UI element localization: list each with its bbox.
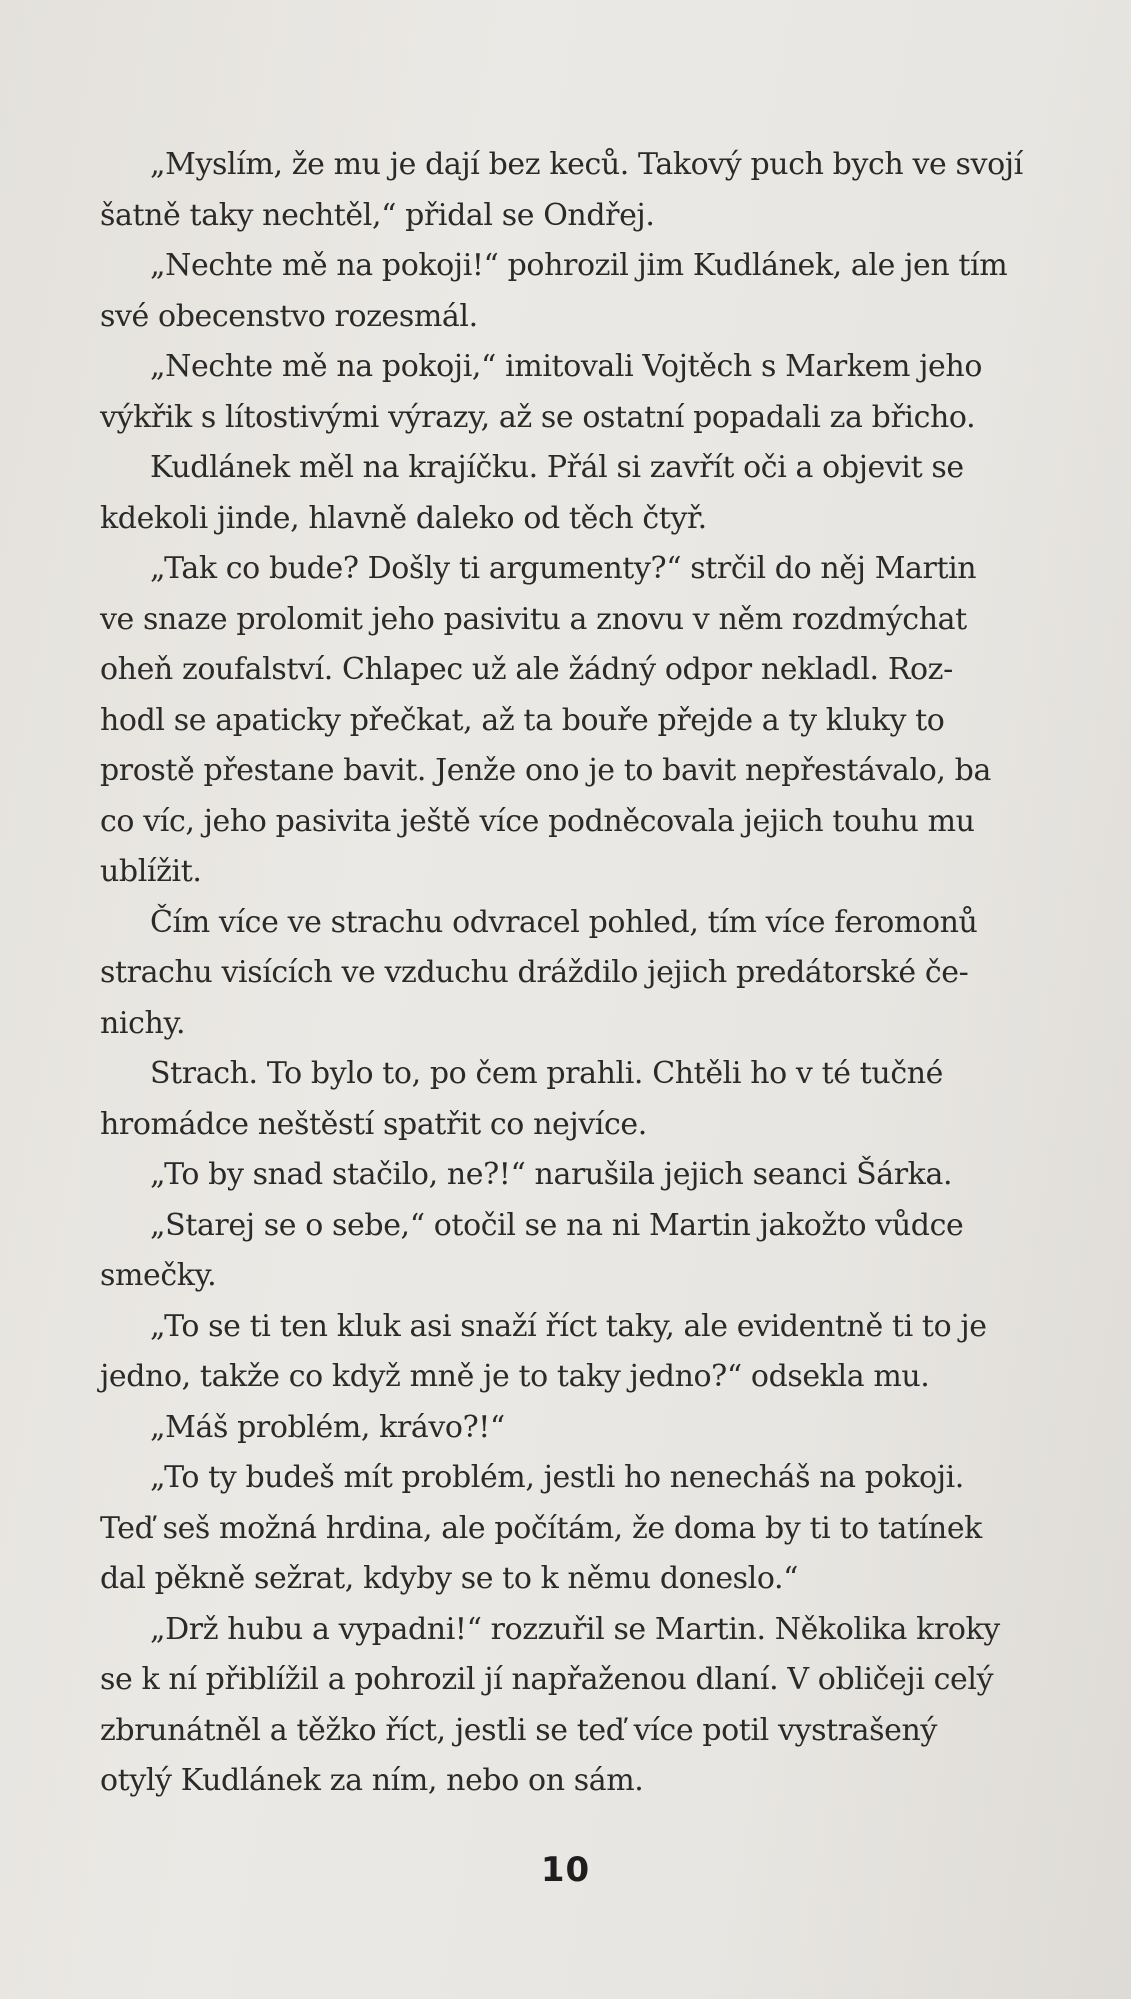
page-number: 10	[540, 1850, 591, 1890]
text-line: Kudlánek měl na krajíčku. Přál si zavřít oči a objevit se	[150, 450, 964, 485]
text-line: Čím více ve strachu odvracel pohled, tím více feromonů	[150, 904, 978, 940]
text-line: otylý Kudlánek za ním, nebo on sám.	[100, 1763, 644, 1798]
text-line: co víc, jeho pasivita ještě více podněcovala jejich touhu mu	[100, 803, 975, 839]
text-line: ve snaze prolomit jeho pasivitu a znovu v něm rozdmýchat	[100, 601, 967, 637]
text-line: „Drž hubu a vypadni!“ rozzuřil se Martin. Několika kroky	[150, 1611, 1000, 1647]
text-line: hromádce neštěstí spatřit co nejvíce.	[100, 1106, 647, 1142]
text-line: zbrunátněl a těžko říct, jestli se teď více potil vystrašený	[100, 1712, 937, 1748]
text-line: Teď seš možná hrdina, ale počítám, že doma by ti to tatínek	[100, 1510, 982, 1546]
text-line: „Máš problém, krávo?!“	[150, 1409, 505, 1445]
text-line: „To se ti ten kluk asi snaží říct taky, ale evidentně ti to je	[150, 1308, 987, 1344]
text-line: kdekoli jinde, hlavně daleko od těch čtyř.	[100, 500, 707, 536]
text-line: „Tak co bude? Došly ti argumenty?“ strčil do něj Martin	[150, 551, 977, 586]
text-line: nichy.	[100, 1005, 186, 1041]
text-line: strachu visících ve vzduchu dráždilo jejich predátorské če-	[100, 955, 969, 990]
text-line: se k ní přiblížil a pohrozil jí napřaženou dlaní. V obličeji celý	[100, 1662, 994, 1697]
text-line: dal pěkně sežrat, kdyby se to k němu doneslo.“	[100, 1561, 799, 1596]
text-line: „Nechte mě na pokoji,“ imitovali Vojtěch s Markem jeho	[150, 349, 982, 384]
text-line: výkřik s lítostivými výrazy, až se ostatní popadali za břicho.	[100, 399, 976, 435]
text-line: hodl se apaticky přečkat, až ta bouře přejde a ty kluky to	[100, 702, 945, 738]
text-line: své obecenstvo rozesmál.	[100, 298, 478, 334]
text-line: prostě přestane bavit. Jenže ono je to bavit nepřestávalo, ba	[100, 753, 991, 788]
text-line: „To by snad stačilo, ne?!“ narušila jejich seanci Šárka.	[150, 1157, 953, 1192]
text-line: „Myslím, že mu je dají bez keců. Takový puch bych ve svojí	[150, 147, 1023, 182]
text-line: „Starej se o sebe,“ otočil se na ni Martin jakožto vůdce	[150, 1207, 964, 1243]
body-text	[100, 140, 1060, 1807]
text-line: ublížit.	[100, 854, 202, 889]
text-line: oheň zoufalství. Chlapec už ale žádný odpor nekladl. Roz-	[100, 652, 953, 687]
text-line: „To ty budeš mít problém, jestli ho nenecháš na pokoji.	[150, 1460, 964, 1495]
text-line: Strach. To bylo to, po čem prahli. Chtěli ho v té tučné	[150, 1056, 944, 1091]
text-line: šatně taky nechtěl,“ přidal se Ondřej.	[100, 197, 655, 233]
text-line: jedno, takže co když mně je to taky jedno?“ odsekla mu.	[100, 1359, 930, 1394]
text-line: „Nechte mě na pokoji!“ pohrozil jim Kudlánek, ale jen tím	[150, 248, 1008, 283]
text-line: smečky.	[100, 1258, 217, 1293]
